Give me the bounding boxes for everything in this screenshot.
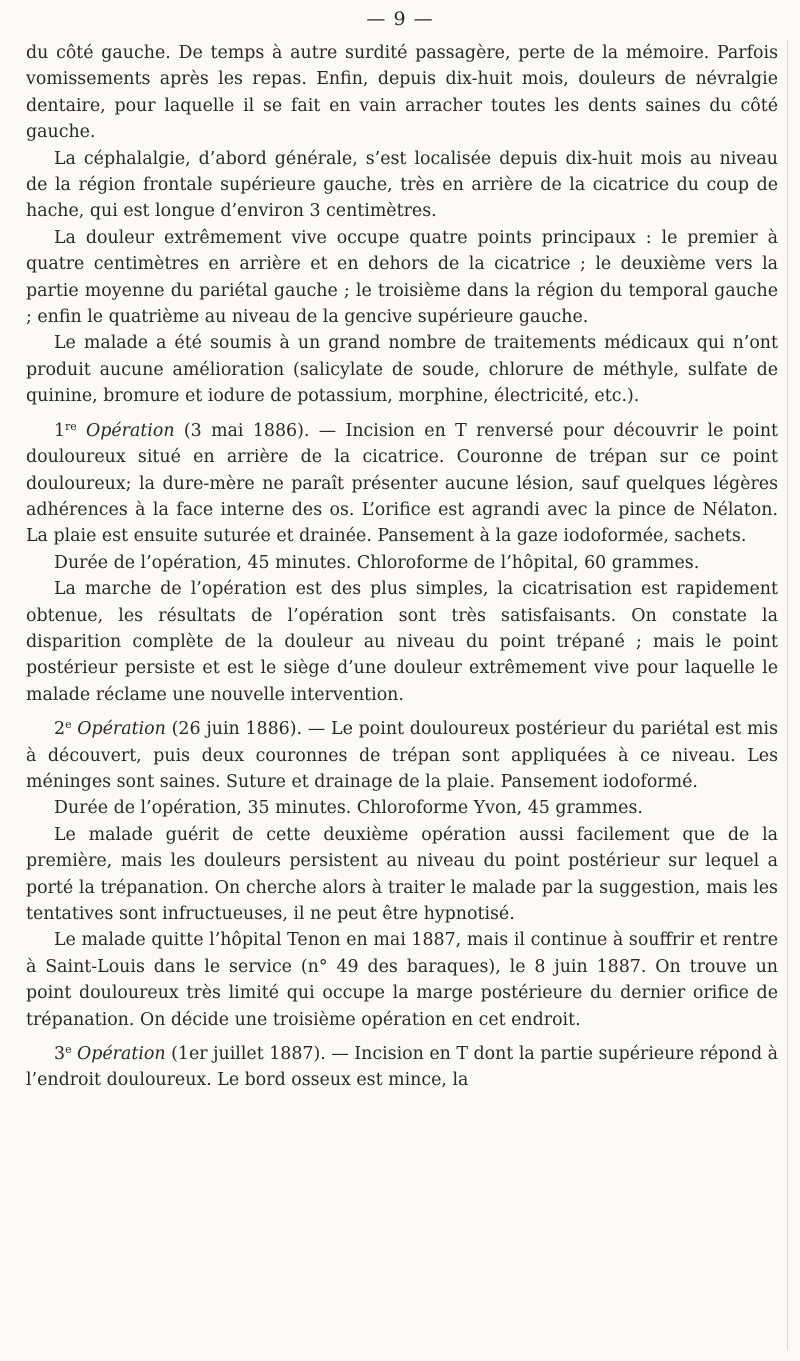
paragraph [26, 330, 778, 409]
paragraph [26, 225, 778, 331]
paragraph-text: Le malade quitte l’hôpital Tenon en mai 1887, mais il continue à souffrir et rentre à Saint-Louis dans le service (n° 49 des baraques), le 8 juin 1887. On trouve un point douloureux très limité qui occupe la marge postérieure du dernier orifice de trépanation. On décide une troisième opération en cet endroit. [26, 930, 778, 1030]
page-edge-divider [787, 40, 788, 1350]
operation-title: Opération [77, 1044, 166, 1065]
operation-title: Opération [77, 719, 166, 740]
paragraph-text: (1er juillet 1887). — Incision en T dont la partie supérieure répond à l’endroit douloureux. Le bord osseux est mince, la [26, 1044, 778, 1091]
paragraph-text: Durée de l’opération, 35 minutes. Chloroforme Yvon, 45 grammes. [54, 798, 643, 819]
paragraph-text: Le malade a été soumis à un grand nombre de traitements médicaux qui n’ont produit aucune amélioration (salicylate de soude, chlorure de méthyle, sulfate de quinine, bromure et iodure de potassium, morphine, électricité, etc.). [26, 333, 778, 407]
operation-number: 3 [54, 1044, 66, 1065]
paragraph [26, 146, 778, 225]
paragraph-text: Durée de l’opération, 45 minutes. Chloroforme de l’hôpital, 60 grammes. [54, 552, 700, 573]
page-number: — 9 — [366, 8, 434, 30]
paragraph-text: La douleur extrêmement vive occupe quatre points principaux : le premier à quatre centimètres en arrière et en dehors de la cicatrice ; le deuxième vers la partie moyenne du pariétal gauche ; le troisième dans la région du temporal gauche ; enfin le quatrième au niveau de la gencive supérieure gauche. [26, 227, 778, 328]
operation-paragraph [26, 1041, 778, 1094]
ordinal-suffix: e [65, 718, 72, 732]
paragraph [26, 795, 778, 821]
operation-title: Opération [85, 420, 175, 441]
ordinal-suffix: re [65, 419, 77, 433]
operation-paragraph [26, 716, 778, 795]
paragraph-text: (26 juin 1886). — Le point douloureux postérieur du pariétal est mis à découvert, puis deux couronnes de trépan sont appliquées à ce niveau. Les méninges sont saines. Suture et drainage de la plaie. Pansement iodoformé. [26, 719, 779, 792]
paragraph-text: (3 mai 1886). — Incision en T renversé pour découvrir le point douloureux situé en arrière de la cicatrice. Couronne de trépan sur ce point douloureux; la dure-mère ne paraît présenter aucune lésion, sauf quelques légères adhérences à la face interne des os. L’orifice est agrandi avec la pince de Nélaton. La plaie est ensuite suturée et drainée. Pansement à la gaze iodoformée, sachets. [26, 420, 779, 547]
paragraph-text: La céphalalgie, d’abord générale, s’est localisée depuis dix-huit mois au niveau de la région frontale supérieure gauche, très en arrière de la cicatrice du coup de hache, qui est longue d’environ 3 centimètres. [26, 148, 778, 222]
operation-number: 2 [54, 719, 66, 740]
operation-number: 1 [54, 420, 66, 441]
body-text [26, 40, 778, 1094]
paragraph [26, 576, 778, 708]
paragraph-text: du côté gauche. De temps à autre surdité passagère, perte de la mémoire. Parfois vomissements après les repas. Enfin, depuis dix-huit mois, douleurs de névralgie dentaire, pour laquelle il se fait en vain arracher toutes les dents saines du côté gauche. [26, 43, 778, 143]
paragraph-text: La marche de l’opération est des plus simples, la cicatrisation est rapidement obtenue, les résultats de l’opération sont très satisfaisants. On constate la disparition complète de la douleur au niveau du point trépané ; mais le point postérieur persiste et est le siège d’une douleur extrêmement vive pour laquelle le malade réclame une nouvelle intervention. [26, 579, 778, 705]
operation-paragraph [26, 418, 778, 550]
paragraph [26, 822, 778, 928]
ordinal-suffix: e [65, 1043, 72, 1057]
paragraph [26, 550, 778, 576]
paragraph-text: Le malade guérit de cette deuxième opération aussi facilement que de la première, mais les douleurs persistent au niveau du point postérieur sur lequel a porté la trépanation. On cherche alors à traiter le malade par la suggestion, mais les tentatives sont infructueuses, il ne peut être hypnotisé. [26, 824, 778, 924]
paragraph [26, 40, 778, 146]
paragraph [26, 927, 778, 1033]
